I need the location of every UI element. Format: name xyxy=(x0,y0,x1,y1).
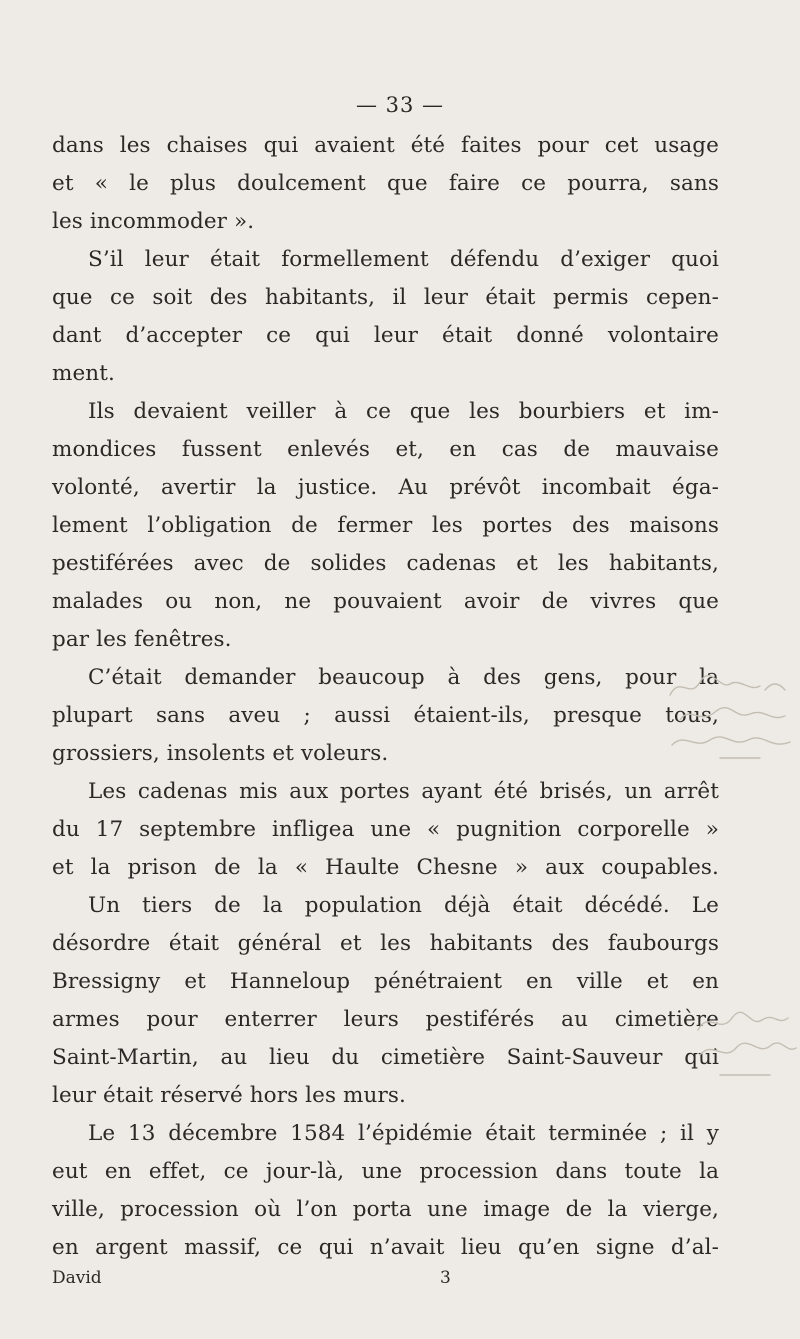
margin-handwriting-lower xyxy=(690,1000,800,1080)
text-line: lement l’obligation de fermer les portes des maisons xyxy=(52,513,719,538)
margin-handwriting-upper xyxy=(660,670,800,760)
text-line: ville, procession où l’on porta une image de la vierge, xyxy=(52,1197,719,1222)
text-line: Le 13 décembre 1584 l’épidémie était terminée ; il y xyxy=(88,1121,719,1146)
text-line: dant d’accepter ce qui leur était donné volontaire xyxy=(52,323,719,348)
text-line: en argent massif, ce qui n’avait lieu qu’en signe d’al- xyxy=(52,1235,719,1260)
text-line: Bressigny et Hanneloup pénétraient en ville et en xyxy=(52,969,719,994)
text-line: pestiférées avec de solides cadenas et les habitants, xyxy=(52,551,719,576)
text-line: que ce soit des habitants, il leur était permis cepen- xyxy=(52,285,719,310)
text-line: mondices fussent enlevés et, en cas de mauvaise xyxy=(52,437,719,462)
page-number: — 33 — xyxy=(355,93,445,117)
text-line: et « le plus doulcement que faire ce pourra, sans xyxy=(52,171,719,196)
footer-signature: 3 xyxy=(440,1268,451,1288)
text-line: eut en effet, ce jour-là, une procession dans toute la xyxy=(52,1159,719,1184)
text-line: leur était réservé hors les murs. xyxy=(52,1083,406,1108)
text-line: ment. xyxy=(52,361,115,386)
text-line: plupart sans aveu ; aussi étaient-ils, presque tous, xyxy=(52,703,719,728)
text-line: volonté, avertir la justice. Au prévôt incombait éga- xyxy=(52,475,719,500)
text-line: du 17 septembre infligea une « pugnition corporelle » xyxy=(52,817,719,842)
text-line: désordre était général et les habitants des faubourgs xyxy=(52,931,719,956)
text-line: C’était demander beaucoup à des gens, pour la xyxy=(88,665,719,690)
text-line: et la prison de la « Haulte Chesne » aux coupables. xyxy=(52,855,719,880)
text-line: grossiers, insolents et voleurs. xyxy=(52,741,389,766)
text-line: Un tiers de la population déjà était décédé. Le xyxy=(88,893,719,918)
text-line: malades ou non, ne pouvaient avoir de vivres que xyxy=(52,589,719,614)
text-line: Les cadenas mis aux portes ayant été brisés, un arrêt xyxy=(88,779,719,804)
footer-author: David xyxy=(52,1268,102,1288)
text-line: par les fenêtres. xyxy=(52,627,232,652)
text-line: S’il leur était formellement défendu d’exiger quoi xyxy=(88,247,719,272)
text-line: armes pour enterrer leurs pestiférés au cimetière xyxy=(52,1007,719,1032)
text-line: Ils devaient veiller à ce que les bourbiers et im- xyxy=(88,399,719,424)
text-line: Saint-Martin, au lieu du cimetière Saint-Sauveur qui xyxy=(52,1045,719,1070)
text-line: les incommoder ». xyxy=(52,209,255,234)
text-line: dans les chaises qui avaient été faites pour cet usage xyxy=(52,133,719,158)
